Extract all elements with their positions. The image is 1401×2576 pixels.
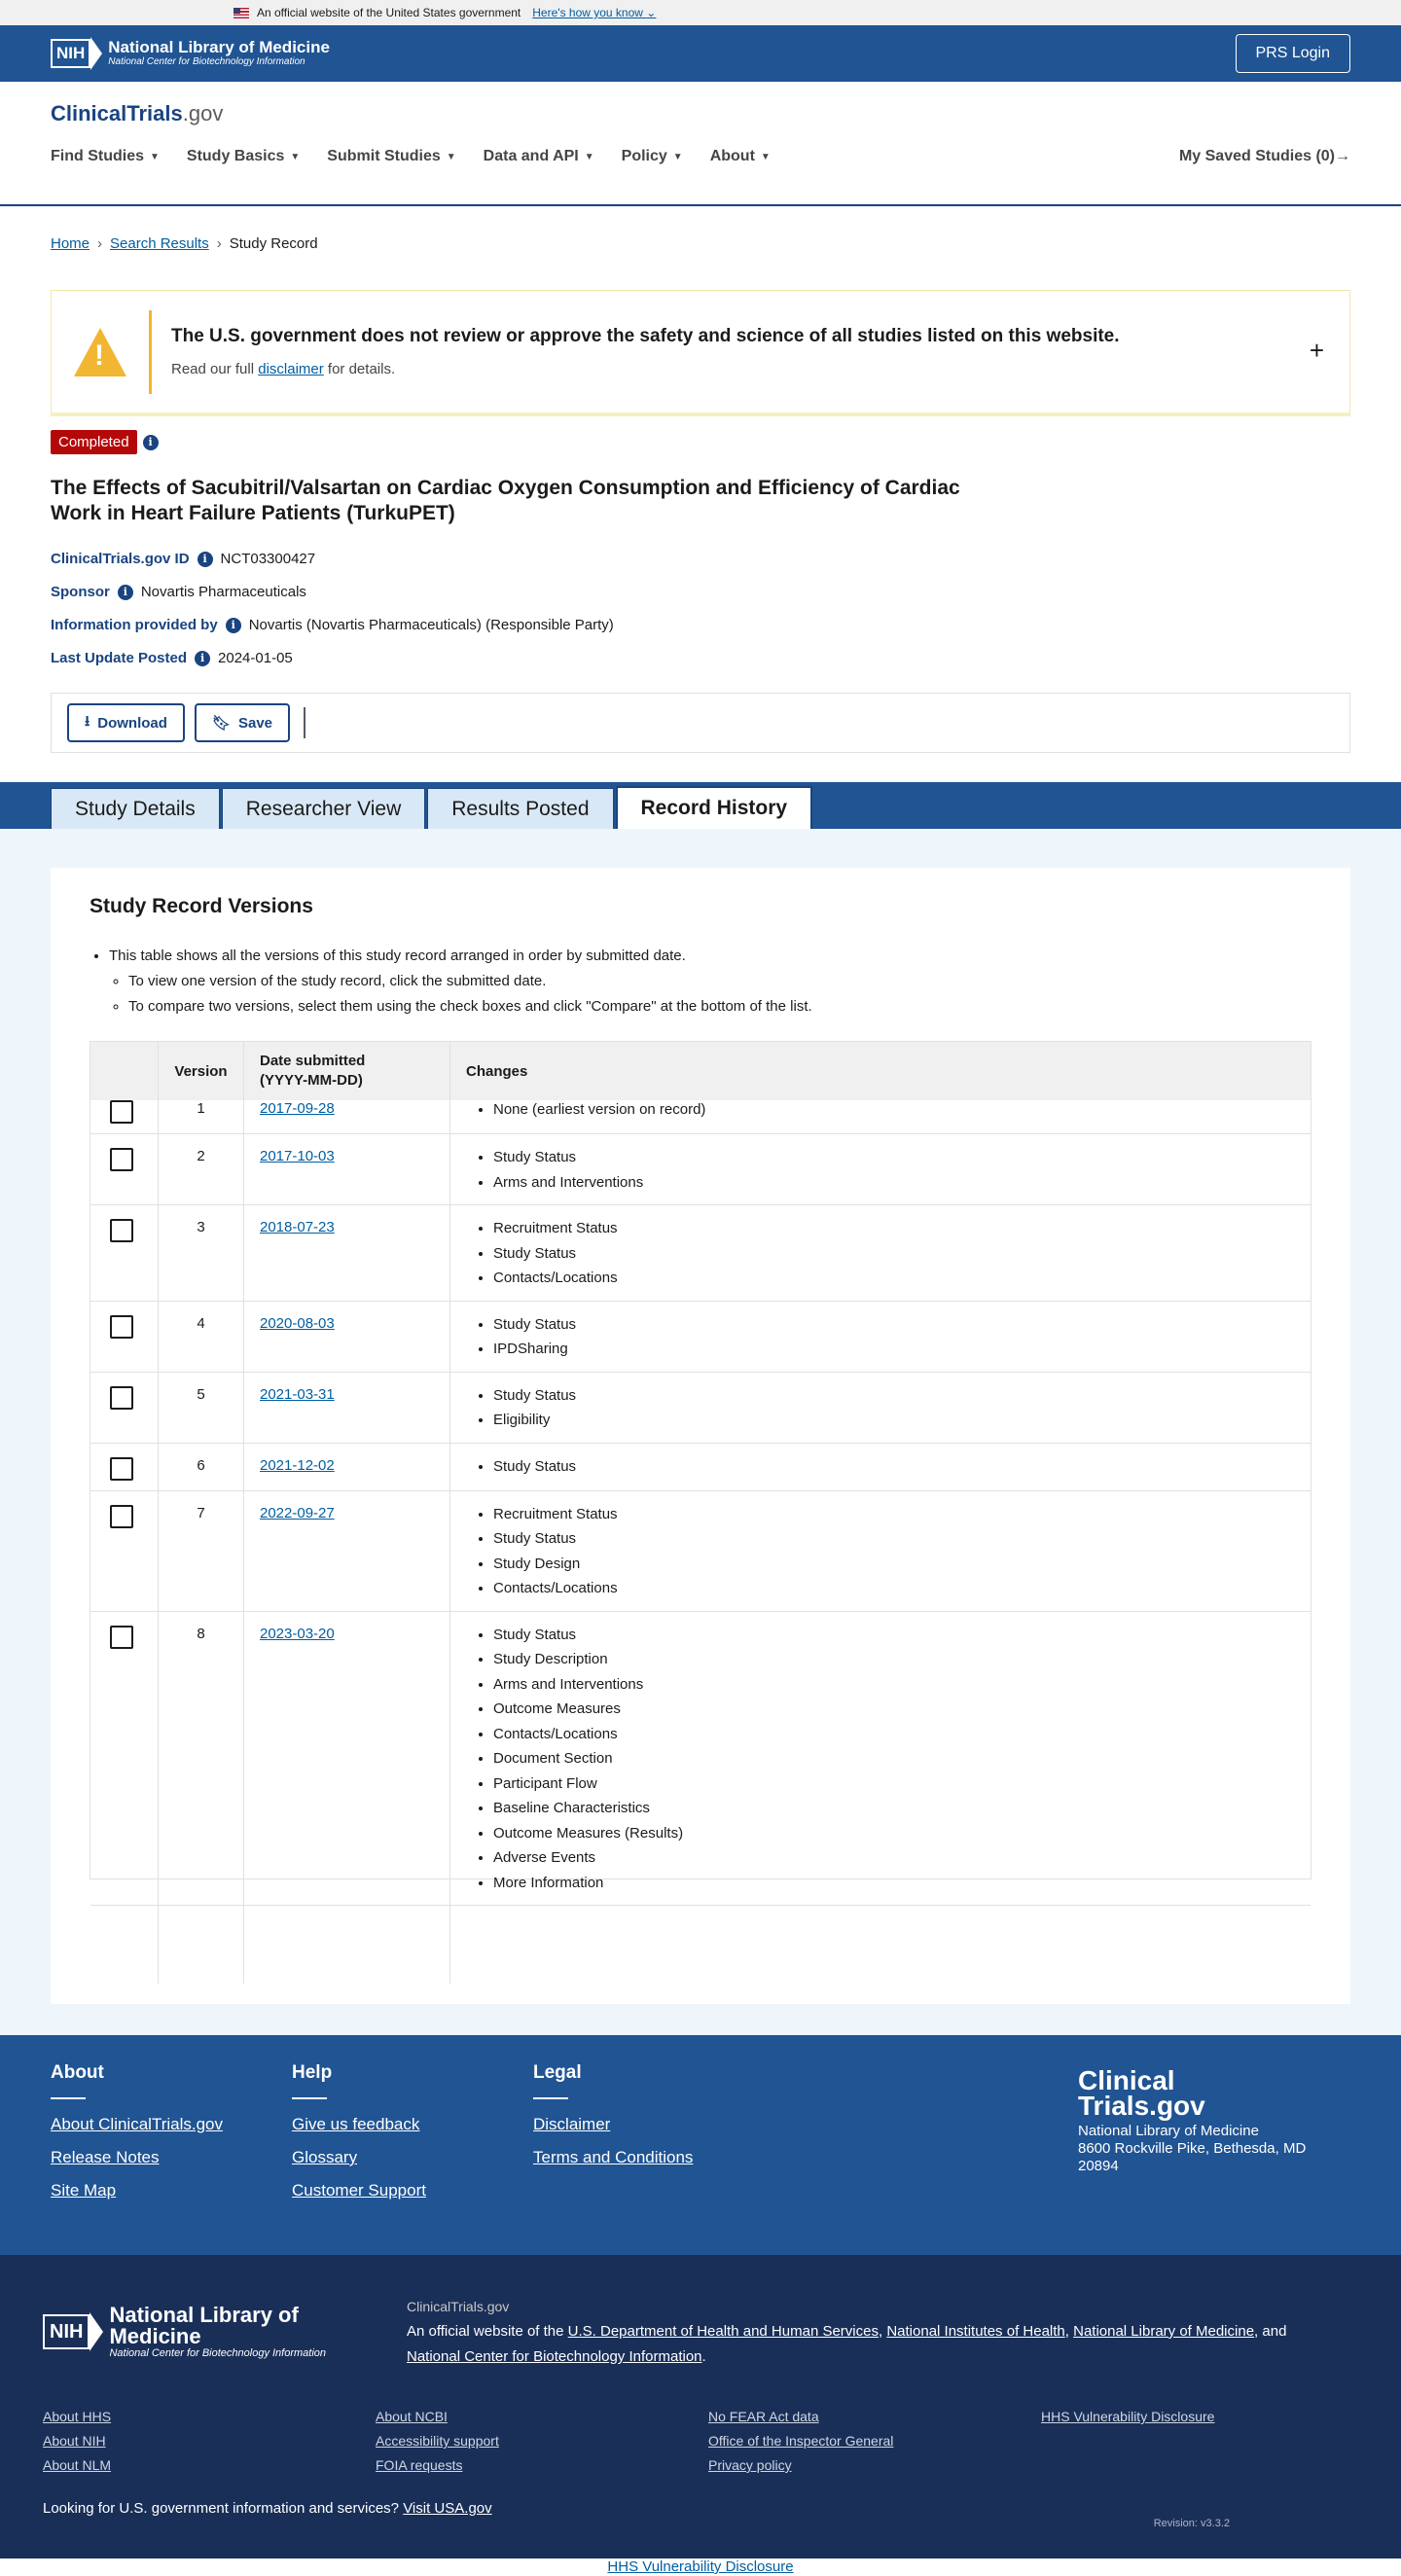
version-date-link[interactable]: 2023-03-20 [260,1625,335,1642]
changes-list [450,1383,1311,1433]
footer-release-notes-link[interactable]: Release Notes [51,2148,160,2166]
gov-banner-text: An official website of the United States government [257,6,521,19]
table-row [90,1444,1311,1491]
nih-subtitle: National Center for Biotechnology Information [108,56,305,67]
version-checkbox[interactable] [110,1219,133,1242]
no-fear-link[interactable]: No FEAR Act data [708,2409,819,2424]
version-checkbox[interactable] [110,1315,133,1339]
disclaimer-link[interactable]: disclaimer [258,361,324,377]
nlm-title: National Library of Medicine [109,2303,299,2348]
warning-icon: ! [74,328,126,376]
divider [304,707,305,738]
hhs-link[interactable]: U.S. Department of Health and Human Services [567,2323,879,2340]
chevron-down-icon: ⌄ [646,6,657,19]
version-date-link[interactable]: 2018-07-23 [260,1219,335,1235]
footer-glossary-link[interactable]: Glossary [292,2148,358,2166]
footer-feedback-link[interactable]: Give us feedback [292,2115,420,2133]
about-ncbi-link[interactable]: About NCBI [376,2409,448,2424]
about-nlm-link[interactable]: About NLM [43,2457,112,2473]
info-icon[interactable]: i [226,618,241,633]
versions-card [51,868,1350,2004]
changes-list [450,1312,1311,1362]
footer-help-title: Help [292,2062,333,2083]
change-item: • Document Section [493,1746,1311,1771]
accessibility-link[interactable]: Accessibility support [376,2433,499,2449]
nav-data-and-api[interactable]: Data and API ▼ [483,148,594,164]
nih-logo[interactable] [51,37,330,70]
table-row [90,1373,1311,1444]
footer-links [43,2409,1358,2473]
chevron-down-icon: ▼ [672,151,683,162]
chevron-down-icon: ▼ [290,151,301,162]
nav-find-studies[interactable]: Find Studies ▼ [51,148,160,164]
tab-results-posted[interactable]: Results Posted [427,788,613,829]
change-item: • Study Description [493,1647,1311,1672]
version-number: 7 [159,1491,244,1611]
instruction-compare: ◦ To compare two versions, select them using the check boxes and click "Compare" at the bottom of the list. [128,994,1311,1020]
ncbi-link[interactable]: National Center for Biotechnology Information [407,2348,702,2365]
change-item: • Recruitment Status [493,1216,1311,1241]
disclaimer-title: The U.S. government does not review or approve the safety and science of all studies listed on this website. [171,326,1120,346]
action-bar [51,693,1350,753]
breadcrumb-home[interactable]: Home [51,234,90,252]
chevron-down-icon: ▼ [760,151,771,162]
versions-heading: Study Record Versions [90,895,313,917]
change-item: • Outcome Measures [493,1697,1311,1722]
change-item: • Study Design [493,1552,1311,1577]
footer-about-title: About [51,2062,104,2083]
my-saved-studies-link[interactable]: My Saved Studies (0)→ [1178,148,1350,164]
tab-bar [0,782,1401,829]
version-number: 5 [159,1373,244,1443]
breadcrumb-search-results[interactable]: Search Results [110,234,209,252]
tab-record-history[interactable]: Record History [616,786,813,829]
versions-table [90,1041,1311,1891]
provided-value: Novartis (Novartis Pharmaceuticals) (Responsible Party) [248,617,614,633]
nih-title: National Library of Medicine [108,38,330,56]
nlm-logo[interactable] [43,2294,348,2370]
official-statement: ClinicalTrials.gov An official website of the U.S. Department of Health and Human Services, National Institutes of Health, National Library of Medicine, and National Center for Biotechnology Information. [407,2294,1321,2370]
chevron-down-icon: ▼ [150,151,160,162]
change-item: • Study Status [493,1312,1311,1338]
nav-about[interactable]: About ▼ [709,148,771,164]
changes-list [450,1502,1311,1601]
version-checkbox[interactable] [110,1148,133,1171]
footer-address: National Library of Medicine 8600 Rockville Pike, Bethesda, MD 20894 [1078,2123,1307,2174]
version-date-link[interactable]: 2021-12-02 [260,1456,335,1474]
version-date-link[interactable]: 2017-09-28 [260,1100,335,1117]
privacy-link[interactable]: Privacy policy [708,2457,792,2473]
version-date-link[interactable]: 2021-03-31 [260,1385,335,1403]
study-title: The Effects of Sacubitril/Valsartan on Cardiac Oxygen Consumption and Efficiency of Cardiac Work in Heart Failure Patients (TurkuPET) [51,477,960,524]
header-version: Version [159,1042,244,1100]
version-date-link[interactable]: 2022-09-27 [260,1504,335,1521]
table-row [90,1612,1311,1907]
change-item: • Study Status [493,1383,1311,1409]
footer-legal [533,2062,693,2214]
table-row [90,1302,1311,1373]
table-row [90,1087,1311,1134]
bottom-bar [0,2558,1401,2576]
record-history-panel [0,829,1401,2035]
footer-ctg-name: ClinicalTrials.gov [407,2299,510,2314]
save-button[interactable]: 🔖︎ Save [195,703,290,742]
heres-how-you-know-link[interactable]: Here's how you know ⌄ [532,6,657,19]
change-item: • Study Status [493,1623,1311,1648]
about-nih-link[interactable]: About NIH [43,2433,106,2449]
changes-list [450,1454,1311,1480]
instruction-main: This table shows all the versions of this study record arranged in order by submitted date. [109,948,686,964]
instructions-list [90,944,1311,1020]
gov-banner [0,0,1401,25]
version-date-link[interactable]: 2017-10-03 [260,1148,335,1164]
tab-study-details[interactable]: Study Details [51,788,220,829]
change-item: • IPDSharing [493,1337,1311,1362]
tab-researcher-view[interactable]: Researcher View [222,788,426,829]
table-row-empty [90,1906,1311,1984]
last-update-value: 2024-01-05 [218,650,293,666]
nih-letters: NIH [51,39,90,68]
footer-disclaimer-link[interactable]: Disclaimer [533,2115,611,2133]
usa-gov-link[interactable]: Visit USA.gov [403,2500,492,2517]
id-label: ClinicalTrials.gov ID [51,551,190,567]
version-checkbox[interactable] [110,1457,133,1481]
version-number: 3 [159,1205,244,1301]
version-checkbox[interactable] [110,1386,133,1410]
chevron-down-icon: ▼ [584,151,594,162]
info-icon[interactable]: i [143,435,159,450]
version-number: 6 [159,1444,244,1490]
nlm-nih-letters: NIH [43,2314,90,2349]
main-nav [51,148,771,165]
info-icon[interactable]: i [118,585,133,600]
us-flag-icon [234,8,249,18]
nlm-subtitle: National Center for Biotechnology Information [109,2347,327,2359]
change-item: • None (earliest version on record) [493,1097,1311,1123]
header-changes: Changes [466,1062,528,1080]
expand-plus-icon[interactable]: + [1309,336,1324,365]
nav-submit-studies[interactable]: Submit Studies ▼ [327,148,456,164]
footer-site-map-link[interactable]: Site Map [51,2181,117,2200]
version-checkbox[interactable] [110,1505,133,1528]
change-item: • Study Status [493,1145,1311,1170]
version-number: 4 [159,1302,244,1372]
footer-bottom [0,2255,1401,2558]
download-button[interactable]: ⭳ Download [67,703,185,742]
chevron-right-icon: › [97,234,103,252]
bookmark-icon: 🔖︎ [211,715,231,732]
version-number: 2 [159,1134,244,1204]
site-header [0,82,1401,206]
footer-support-link[interactable]: Customer Support [292,2181,426,2200]
footer-legal-title: Legal [533,2062,582,2083]
change-item: • Arms and Interventions [493,1672,1311,1698]
nav-policy[interactable]: Policy ▼ [621,148,683,164]
about-hhs-link[interactable]: About HHS [43,2409,112,2424]
usa-gov-line: Looking for U.S. government information and services? Visit USA.gov [43,2500,492,2517]
info-icon[interactable]: i [195,651,210,666]
provided-label: Information provided by [51,617,218,633]
info-icon[interactable]: i [198,552,213,567]
bottom-hhs-vulnerability-link[interactable]: HHS Vulnerability Disclosure [607,2558,794,2575]
change-item: • Participant Flow [493,1771,1311,1797]
table-row [90,1491,1311,1612]
change-item: • Arms and Interventions [493,1170,1311,1196]
header-date: Date submitted (YYYY-MM-DD) [244,1042,450,1100]
disclaimer-text: Read our full disclaimer for details. [171,361,396,377]
foia-link[interactable]: FOIA requests [376,2457,463,2473]
arrow-right-icon: → [1335,148,1350,164]
change-item: • Outcome Measures (Results) [493,1821,1311,1846]
footer-logo[interactable]: Clinical Trials.gov [1078,2065,1205,2121]
footer-about [51,2062,224,2214]
status-badge: Completed [51,430,137,454]
footer-about-ct-link[interactable]: About ClinicalTrials.gov [51,2115,223,2133]
footer-top [0,2035,1401,2255]
change-item: • Study Status [493,1454,1311,1480]
change-item: • Recruitment Status [493,1502,1311,1527]
footer-terms-link[interactable]: Terms and Conditions [533,2148,694,2166]
study-id: NCT03300427 [220,551,316,567]
disclaimer-alert [51,290,1350,416]
sponsor-label: Sponsor [51,584,110,600]
version-checkbox[interactable] [110,1100,133,1124]
version-number: 1 [159,1087,244,1133]
inspector-general-link[interactable]: Office of the Inspector General [708,2433,894,2449]
version-number: 8 [159,1612,244,1906]
nih-arrow-icon [90,2312,103,2351]
changes-list [450,1623,1311,1896]
changes-list [450,1097,1311,1123]
revision-text: Revision: v3.3.2 [1153,2518,1230,2529]
table-scroll-area[interactable] [90,1100,1311,1891]
change-item: • Study Status [493,1241,1311,1267]
nav-study-basics[interactable]: Study Basics ▼ [186,148,301,164]
change-item: • More Information [493,1871,1311,1896]
nih-link[interactable]: National Institutes of Health [886,2323,1065,2340]
table-row [90,1134,1311,1205]
clinicaltrials-logo[interactable]: ClinicalTrials.gov [51,101,224,125]
download-icon: ⭳ [85,712,90,730]
change-item: • Baseline Characteristics [493,1796,1311,1821]
change-item: • Study Status [493,1526,1311,1552]
study-meta [51,550,1350,667]
changes-list [450,1216,1311,1291]
chevron-right-icon: › [216,234,222,252]
prs-login-button[interactable]: PRS Login [1236,34,1351,73]
footer-brand [1078,2065,1331,2175]
instruction-view: ◦ To view one version of the study record, click the submitted date. [128,969,1311,994]
sponsor-value: Novartis Pharmaceuticals [140,584,306,600]
changes-list [450,1145,1311,1195]
change-item: • Contacts/Locations [493,1722,1311,1747]
hhs-vulnerability-link[interactable]: HHS Vulnerability Disclosure [1041,2409,1215,2424]
change-item: • Adverse Events [493,1845,1311,1871]
last-update-label: Last Update Posted [51,650,188,666]
breadcrumb-current: Study Record [229,234,318,252]
nih-header [0,25,1401,82]
breadcrumb [0,206,1401,261]
table-row [90,1205,1311,1302]
chevron-down-icon: ▼ [446,151,456,162]
footer-help [292,2062,465,2214]
change-item: • Contacts/Locations [493,1266,1311,1291]
nlm-link[interactable]: National Library of Medicine [1073,2323,1255,2340]
change-item: • Contacts/Locations [493,1576,1311,1601]
change-item: • Eligibility [493,1408,1311,1433]
nih-arrow-icon [90,37,102,70]
version-checkbox[interactable] [110,1626,133,1649]
version-date-link[interactable]: 2020-08-03 [260,1314,335,1332]
